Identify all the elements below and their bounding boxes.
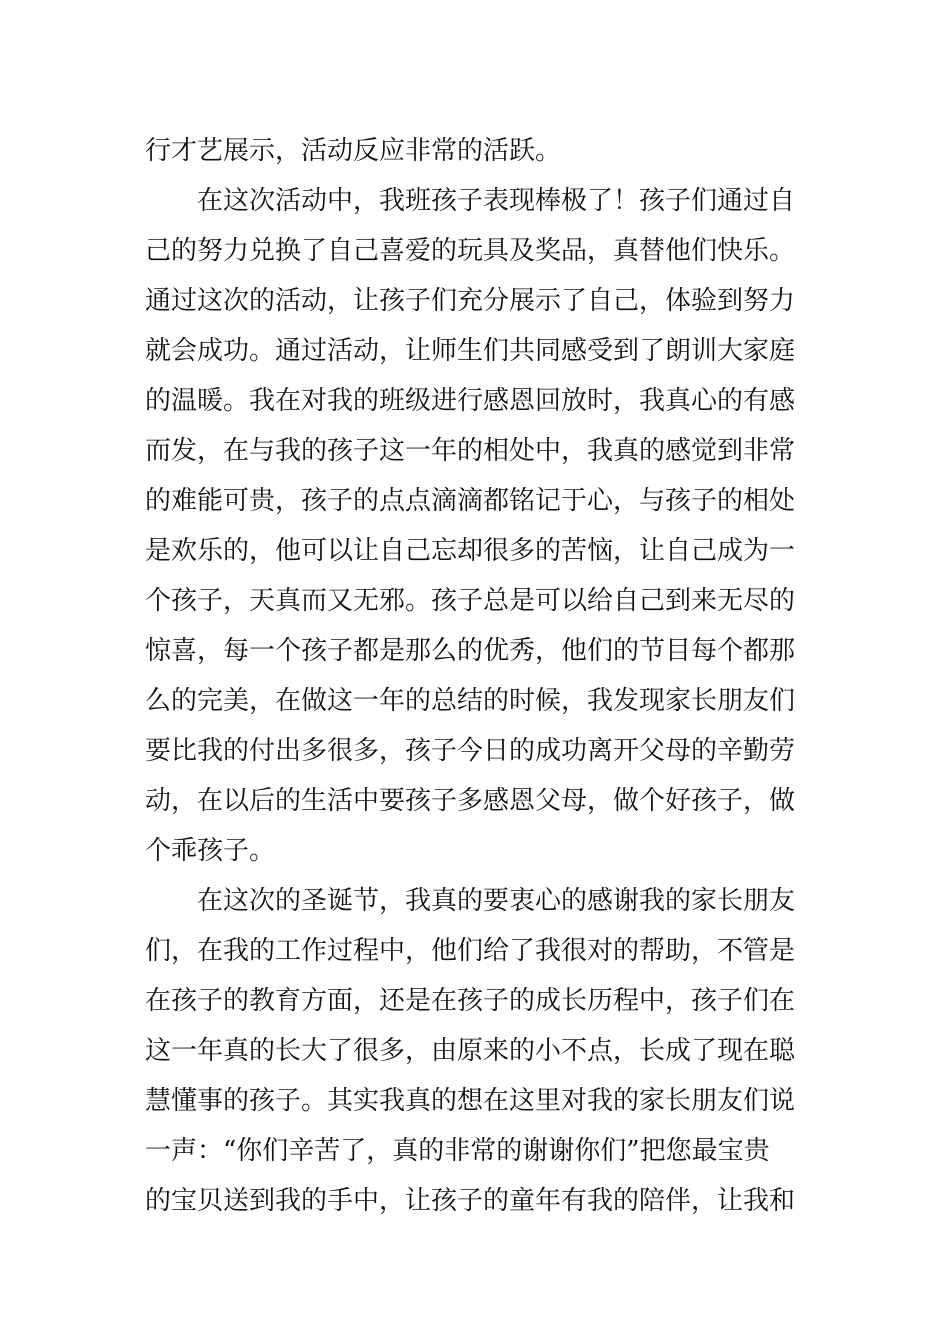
text-line: 个乖孩子。: [145, 836, 276, 866]
text-line: 个孩子，天真而又无邪。孩子总是可以给自己到来无尽的: [145, 586, 796, 616]
text-line: 们，在我的工作过程中，他们给了我很对的帮助，不管是: [145, 936, 796, 966]
text-line: 的宝贝送到我的手中，让孩子的童年有我的陪伴，让我和: [145, 1186, 796, 1216]
text-line: 动，在以后的生活中要孩子多感恩父母，做个好孩子，做: [145, 786, 796, 816]
text-line: 是欢乐的，他可以让自己忘却很多的苦恼，让自己成为一: [145, 536, 796, 566]
text-line: 在这次活动中，我班孩子表现棒极了！孩子们通过自: [145, 186, 796, 216]
text-line: 而发，在与我的孩子这一年的相处中，我真的感觉到非常: [145, 436, 796, 466]
text-line: 一声：“你们辛苦了，真的非常的谢谢你们”把您最宝贵: [145, 1136, 770, 1166]
text-line: 惊喜，每一个孩子都是那么的优秀，他们的节目每个都那: [145, 636, 796, 666]
text-line: 这一年真的长大了很多，由原来的小不点，长成了现在聪: [145, 1036, 796, 1066]
text-line: 在孩子的教育方面，还是在孩子的成长历程中，孩子们在: [145, 986, 796, 1016]
text-line: 通过这次的活动，让孩子们充分展示了自己，体验到努力: [145, 286, 796, 316]
text-line: 行才艺展示，活动反应非常的活跃。: [145, 136, 562, 166]
text-line: 么的完美，在做这一年的总结的时候，我发现家长朋友们: [145, 686, 796, 716]
text-line: 在这次的圣诞节，我真的要衷心的感谢我的家长朋友: [145, 886, 796, 916]
text-line: 的难能可贵，孩子的点点滴滴都铭记于心，与孩子的相处: [145, 486, 796, 516]
document-body: [145, 126, 810, 1226]
text-line: 慧懂事的孩子。其实我真的想在这里对我的家长朋友们说: [145, 1086, 796, 1116]
text-line: 要比我的付出多很多，孩子今日的成功离开父母的辛勤劳: [145, 736, 796, 766]
text-line: 的温暖。我在对我的班级进行感恩回放时，我真心的有感: [145, 386, 796, 416]
text-line: 就会成功。通过活动，让师生们共同感受到了朗训大家庭: [145, 336, 796, 366]
text-line: 己的努力兑换了自己喜爱的玩具及奖品，真替他们快乐。: [145, 236, 796, 266]
